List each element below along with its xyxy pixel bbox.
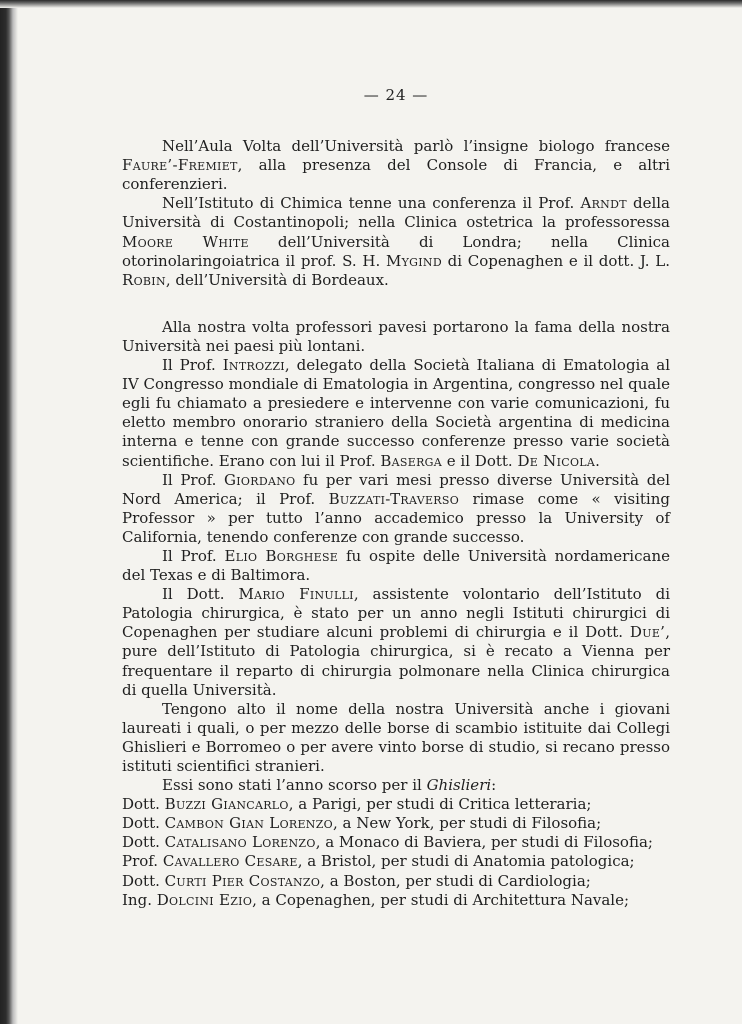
page-number: — 24 — <box>363 86 429 104</box>
text-run: Il Prof. <box>162 470 224 489</box>
person-name: Curti Pier Costanzo <box>164 871 321 890</box>
person-name: Faure’-Fremiet <box>122 156 238 175</box>
person-name: Mario Finulli <box>238 585 354 604</box>
paragraph <box>122 194 670 289</box>
text-run: , delegato della Società Italiana di Ematologia al IV Congresso mondiale di Ematologia in Argentina, congresso nel quale egli fu chiamato a presiedere e intervenne con varie comunicazioni, fu eletto membro onorario straniero della Società argentina di medicina interna e tenne con grande successo conferenze presso varie società scientifiche. Erano con lui il Prof. <box>122 356 670 470</box>
text-run: rimase come « visiting Professor » per tutto l’anno accademico presso la University of California, tenendo conferenze con grande successo. <box>122 489 670 546</box>
person-name: Mygind <box>385 251 442 270</box>
document-page <box>122 86 670 910</box>
text-run: , assistente volontario dell’Istituto di Patologia chirurgica, è stato per un anno negli Istituti chirurgici di Copenaghen per studiare alcuni problemi di chirurgia e il Dott. <box>122 585 670 642</box>
paragraph <box>122 471 670 547</box>
text-run: fu ospite delle Università nordamericane del Texas e di Baltimora. <box>122 546 670 585</box>
person-name: Catalisano Lorenzo <box>164 833 316 852</box>
text-run: Dott. <box>122 795 165 814</box>
scan-top-edge <box>0 0 742 8</box>
text-run: , a Parigi, per studi di Critica letteraria; <box>288 795 592 814</box>
list-item <box>122 852 670 871</box>
person-name: Robin <box>122 270 166 289</box>
text-run: , pure dell’Istituto di Patologia chirurgica, si è recato a Vienna per frequentare il reparto di chirurgia polmonare nella Clinica chirurgica di quella Università. <box>122 623 670 699</box>
text-run: , dell’Università di Bordeaux. <box>165 270 389 289</box>
text-run: Essi sono stati l’anno scorso per il <box>162 776 427 795</box>
text-run: Il Prof. <box>162 356 223 375</box>
text-run: dell’Università di Londra; nella Clinica otorinolaringoiatrica il prof. S. H. <box>122 232 670 270</box>
text-run: Nell’Aula Volta dell’Università parlò l’insigne biologo francese <box>162 137 670 156</box>
person-name: Giordano <box>224 470 296 489</box>
person-name: Arndt <box>580 194 627 213</box>
text-run: Alla nostra volta professori pavesi portarono la fama della nostra Università nei paesi più lontani. <box>122 317 670 355</box>
paragraph <box>122 585 670 700</box>
text-run: di Copenaghen e il dott. J. L. <box>441 251 670 270</box>
person-name: Buzzati-Traverso <box>328 489 460 508</box>
paragraph <box>122 318 670 356</box>
text-run: , a Bristol, per studi di Anatomia patologica; <box>297 852 635 871</box>
text-run: Dott. <box>122 871 165 890</box>
text-run: , a Boston, per studi di Cardiologia; <box>320 871 591 890</box>
person-name: Buzzi Giancarlo <box>164 795 289 814</box>
text-run: Il Dott. <box>162 585 239 604</box>
person-name: Dolcini Ezio <box>156 890 253 909</box>
person-name: Elio Borghese <box>224 546 339 565</box>
person-name: Baserga <box>380 451 443 470</box>
text-run: Nell’Istituto di Chimica tenne una conferenza il Prof. <box>162 194 581 213</box>
section-foreign-lecturers <box>122 137 670 290</box>
section-gap <box>122 290 670 318</box>
text-run: Prof. <box>122 852 163 871</box>
list-item <box>122 833 670 852</box>
text-run: , a New York, per studi di Filosofia; <box>332 814 602 833</box>
list-item <box>122 891 670 910</box>
text-run: fu per vari mesi presso diverse Università del Nord America; il Prof. <box>122 470 670 508</box>
ghislieri-scholar-list <box>122 795 670 910</box>
text-run: . <box>595 451 600 470</box>
person-name: De Nicola <box>517 451 596 470</box>
text-run: Dott. <box>122 833 165 852</box>
person-name: Due’ <box>629 623 666 642</box>
text-run: Ing. <box>122 890 157 909</box>
paragraph <box>122 137 670 194</box>
text-run: , alla presenza del Console di Francia, e altri conferenzieri. <box>122 156 670 194</box>
list-item <box>122 872 670 891</box>
paragraph <box>122 547 670 585</box>
person-name: Cavallero Cesare <box>162 852 298 871</box>
text-run: Il Prof. <box>162 546 225 565</box>
text-run: e il Dott. <box>442 451 518 470</box>
person-name: Moore White <box>122 232 249 251</box>
text-run: , a Monaco di Baviera, per studi di Filosofia; <box>315 833 653 852</box>
text-run: Dott. <box>122 814 165 833</box>
paragraph <box>122 776 670 795</box>
person-name: Introzzi <box>222 356 285 375</box>
list-item <box>122 795 670 814</box>
scan-left-edge <box>0 0 18 1024</box>
list-item <box>122 814 670 833</box>
paragraph <box>122 356 670 471</box>
paragraph <box>122 700 670 776</box>
person-name: Cambon Gian Lorenzo <box>164 814 333 833</box>
italic-text: Ghislieri <box>426 776 492 795</box>
text-run: , a Copenaghen, per studi di Architettura Navale; <box>252 890 630 909</box>
text-run: della Università di Costantinopoli; nella Clinica ostetrica la professoressa <box>122 194 670 232</box>
text-run: : <box>491 776 497 795</box>
text-run: Tengono alto il nome della nostra Università anche i giovani laureati i quali, o per mezzo delle borse di scambio istituite dai Collegi Ghislieri e Borromeo o per avere vinto borse di studio, si recano presso istituti scientifici stranieri. <box>122 699 670 775</box>
section-pavia-professors <box>122 318 670 795</box>
